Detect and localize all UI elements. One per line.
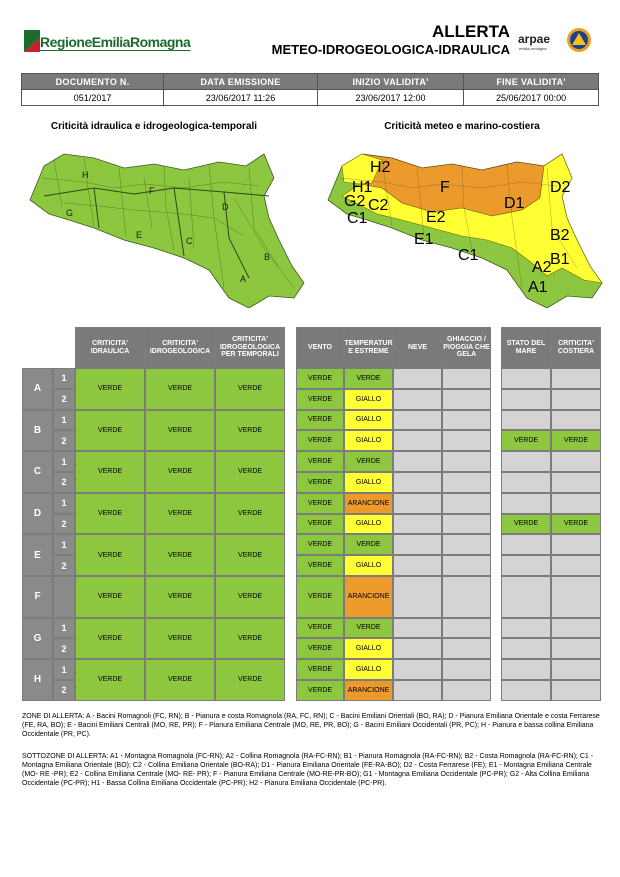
mare-cell [501,659,551,680]
ghiaccio-cell [442,368,491,389]
ghiaccio-cell [442,430,491,451]
criticita-temporali-cell: VERDE [215,410,285,452]
map-right-label: C2 [368,197,389,214]
header-idrogeologica: CRITICITA' IDROGEOLOGICA [145,327,215,368]
map-right-title: Criticità meteo e marino-costiera [384,121,540,132]
subzone-label: 2 [53,555,75,576]
vento-cell: VERDE [296,680,344,701]
vento-cell: VERDE [296,410,344,431]
vento-cell: VERDE [296,638,344,659]
vento-cell: VERDE [296,555,344,576]
mare-cell [501,472,551,493]
temperature-cell: GIALLO [344,638,393,659]
criticita-idrogeologica-cell: VERDE [145,534,215,576]
criticita-idrogeologica-cell: VERDE [145,618,215,660]
ghiaccio-cell [442,659,491,680]
costiera-cell [551,389,601,410]
neve-cell [393,514,442,535]
header-vento: VENTO [296,327,344,368]
zone-label: F [22,576,53,618]
header-temporali: CRITICITA' IDROGEOLOGICA PER TEMPORALI [215,327,285,368]
neve-cell [393,618,442,639]
map-left-label: B [264,252,271,262]
page-subtitle: METEO-IDROGEOLOGICA-IDRAULICA [271,42,510,57]
temperature-cell: GIALLO [344,430,393,451]
criticita-idraulica-cell: VERDE [75,534,145,576]
costiera-cell: VERDE [551,430,601,451]
costiera-cell [551,368,601,389]
temperature-cell: ARANCIONE [344,493,393,514]
neve-cell [393,680,442,701]
ghiaccio-cell [442,493,491,514]
criticita-idrogeologica-cell: VERDE [145,576,215,618]
temperature-cell: GIALLO [344,389,393,410]
vento-cell: VERDE [296,430,344,451]
subzone-label: 2 [53,680,75,701]
map-left-title: Criticità idraulica e idrogeologica-temporali [50,121,258,132]
neve-cell [393,451,442,472]
criticita-temporali-cell: VERDE [215,576,285,618]
map-right-label: C1 [347,210,368,227]
temperature-cell: VERDE [344,368,393,389]
subzone-label [53,576,75,618]
regione-logo-text: RegioneEmiliaRomagna [40,34,191,50]
costiera-cell [551,451,601,472]
neve-cell [393,534,442,555]
map-right-label: E1 [414,231,434,248]
map-right-label: F [440,179,450,196]
criticita-temporali-cell: VERDE [215,618,285,660]
map-meteo [322,148,604,308]
subzone-label: 2 [53,430,75,451]
vento-cell: VERDE [296,451,344,472]
temperature-cell: GIALLO [344,514,393,535]
arpae-logo-sub: emilia-romagna [519,46,547,51]
regione-flag-icon [24,30,40,52]
issue-date: 23/06/2017 11:26 [164,90,318,106]
zone-label: E [22,534,53,576]
map-left-label: C [186,236,193,246]
mare-cell [501,576,551,618]
criticita-temporali-cell: VERDE [215,451,285,493]
subzone-label: 1 [53,534,75,555]
protezione-civile-icon [566,26,592,54]
subzone-label: 1 [53,368,75,389]
criticita-idraulica-cell: VERDE [75,618,145,660]
costiera-cell [551,410,601,431]
costiera-cell [551,472,601,493]
costiera-cell [551,659,601,680]
criticita-temporali-cell: VERDE [215,659,285,701]
ghiaccio-cell [442,618,491,639]
ghiaccio-cell [442,514,491,535]
sottozone-notes: SOTTOZONE DI ALLERTA: A1 - Montagna Romagnola (FC-RN); A2 - Collina Romagnola (RA-FC-RN); B1 - Pianura Romagnola (RA-FC-RN); B2 - Costa Romagnola (RA-FC-RN); C1 - Montagna Emiliana Orientale (BO); C2 - Collina Emiliana Orientale (BO-RA); D1 - Pianura Emiliana Orientale (FE-RA-BO); D2 - Costa Ferrarese (FE); E1 - Montagna Emiliana Centrale (MO- RE -PR); E2 - Collina Emiliana Centrale (MO- RE- PR); F - Pianura Emiliana Centrale (MO-RE-PR-BO); G1 - Montagna Emiliana Occidentale (PC-PR); G2 - Alta Collina Emiliana Occidentale (PC-PR); H1 - Bassa Collina Emiliana Occidentale (PC-PR); H2 - Pianura Emiliana Occidentale (PC-PR). [22,753,594,787]
zone-label: H [22,659,53,701]
vento-cell: VERDE [296,472,344,493]
subzone-label: 1 [53,659,75,680]
criticita-temporali-cell: VERDE [215,534,285,576]
mare-cell [501,451,551,472]
mare-cell: VERDE [501,430,551,451]
header-idraulica: CRITICITA' IDRAULICA [75,327,145,368]
temperature-cell: GIALLO [344,410,393,431]
zone-label: C [22,451,53,493]
criticita-temporali-cell: VERDE [215,368,285,410]
header-costiera: CRITICITA' COSTIERA [551,327,601,368]
issue-date-header: DATA EMISSIONE [164,74,318,90]
costiera-cell [551,680,601,701]
subzone-label: 1 [53,410,75,431]
subzone-label: 2 [53,472,75,493]
map-left-label: E [136,230,143,240]
costiera-cell [551,576,601,618]
page-title: ALLERTA [431,22,510,41]
vento-cell: VERDE [296,368,344,389]
criticita-idraulica-cell: VERDE [75,451,145,493]
temperature-cell: VERDE [344,618,393,639]
ghiaccio-cell [442,555,491,576]
ghiaccio-cell [442,576,491,618]
zone-label: B [22,410,53,452]
criticita-idrogeologica-cell: VERDE [145,659,215,701]
subzone-label: 1 [53,493,75,514]
vento-cell: VERDE [296,659,344,680]
subzone-label: 1 [53,451,75,472]
costiera-cell [551,638,601,659]
criticita-idraulica-cell: VERDE [75,576,145,618]
mare-cell [501,638,551,659]
temperature-cell: GIALLO [344,472,393,493]
vento-cell: VERDE [296,576,344,618]
temperature-cell: VERDE [344,451,393,472]
header-ghiaccio: GHIACCIO / PIOGGIA CHE GELA [442,327,491,368]
map-right-label: D2 [550,179,571,196]
criticita-idraulica-cell: VERDE [75,410,145,452]
mare-cell: VERDE [501,514,551,535]
map-right-label: E2 [426,209,446,226]
temperature-cell: GIALLO [344,555,393,576]
map-left-label: A [240,274,247,284]
criticita-idraulica-cell: VERDE [75,493,145,535]
criticita-temporali-cell: VERDE [215,493,285,535]
vento-cell: VERDE [296,534,344,555]
criticita-idrogeologica-cell: VERDE [145,368,215,410]
map-right-label: D1 [504,195,525,212]
map-right-label: C1 [458,247,479,264]
vento-cell: VERDE [296,493,344,514]
criticita-idraulica-cell: VERDE [75,368,145,410]
mare-cell [501,410,551,431]
map-left-label: G [66,208,74,218]
ghiaccio-cell [442,472,491,493]
map-left-label: D [222,202,229,212]
arpae-logo: arpae [518,32,551,46]
valid-to: 25/06/2017 00:00 [464,90,599,106]
criticita-idrogeologica-cell: VERDE [145,493,215,535]
neve-cell [393,576,442,618]
neve-cell [393,472,442,493]
document-info-table [21,73,599,106]
neve-cell [393,638,442,659]
map-left-label: H [82,170,89,180]
criticita-idraulica-cell: VERDE [75,659,145,701]
costiera-cell: VERDE [551,514,601,535]
header-temperature: TEMPERATUR E ESTREME [344,327,393,368]
header-mare: STATO DEL MARE [501,327,551,368]
map-right-label: B2 [550,227,570,244]
costiera-cell [551,555,601,576]
vento-cell: VERDE [296,514,344,535]
map-right-label: A2 [532,259,552,276]
costiera-cell [551,534,601,555]
subzone-label: 1 [53,618,75,639]
temperature-cell: GIALLO [344,659,393,680]
mare-cell [501,389,551,410]
map-right-label: A1 [528,279,548,296]
subzone-label: 2 [53,638,75,659]
costiera-cell [551,493,601,514]
mare-cell [501,534,551,555]
ghiaccio-cell [442,410,491,431]
mare-cell [501,368,551,389]
subzone-label: 2 [53,514,75,535]
vento-cell: VERDE [296,618,344,639]
neve-cell [393,493,442,514]
vento-cell: VERDE [296,389,344,410]
zone-label: A [22,368,53,410]
zone-label: G [22,618,53,660]
valid-to-header: FINE VALIDITA' [464,74,599,90]
ghiaccio-cell [442,451,491,472]
map-left-label: F [149,186,155,196]
mare-cell [501,618,551,639]
neve-cell [393,659,442,680]
ghiaccio-cell [442,638,491,659]
mare-cell [501,493,551,514]
map-idraulica [24,148,306,308]
zone-notes: ZONE DI ALLERTA: A - Bacini Romagnoli (FC, RN); B - Pianura e costa Romagnola (RA, FC, RN); C - Bacini Emiliani Orientali (BO, RA); D - Pianura Emiliana Orientale e costa Ferrarese (FE, RA, BO); E - Bacini Emiliani Centrali (MO, RE, PR); F - Pianura Emiliana Centrale (MO, RE, PR, BO); G - Bacini Emiliani Occidentali (PR, PC); H - Pianura e bassa collina Emiliana Occidentale (PR, PC). [22,713,600,738]
neve-cell [393,368,442,389]
neve-cell [393,430,442,451]
temperature-cell: ARANCIONE [344,576,393,618]
mare-cell [501,555,551,576]
subzone-label: 2 [53,389,75,410]
map-right-label: H2 [370,159,391,176]
map-right-label: H1 [352,179,373,196]
map-right-label: B1 [550,251,570,268]
doc-number-header: DOCUMENTO N. [22,74,164,90]
criticita-idrogeologica-cell: VERDE [145,410,215,452]
doc-number: 051/2017 [22,90,164,106]
valid-from: 23/06/2017 12:00 [317,90,463,106]
neve-cell [393,389,442,410]
neve-cell [393,555,442,576]
temperature-cell: ARANCIONE [344,680,393,701]
header-neve: NEVE [393,327,442,368]
costiera-cell [551,618,601,639]
ghiaccio-cell [442,680,491,701]
zone-label: D [22,493,53,535]
valid-from-header: INIZIO VALIDITA' [317,74,463,90]
temperature-cell: VERDE [344,534,393,555]
ghiaccio-cell [442,389,491,410]
map-right-label: G2 [344,193,366,210]
ghiaccio-cell [442,534,491,555]
criticita-idrogeologica-cell: VERDE [145,451,215,493]
neve-cell [393,410,442,431]
mare-cell [501,680,551,701]
